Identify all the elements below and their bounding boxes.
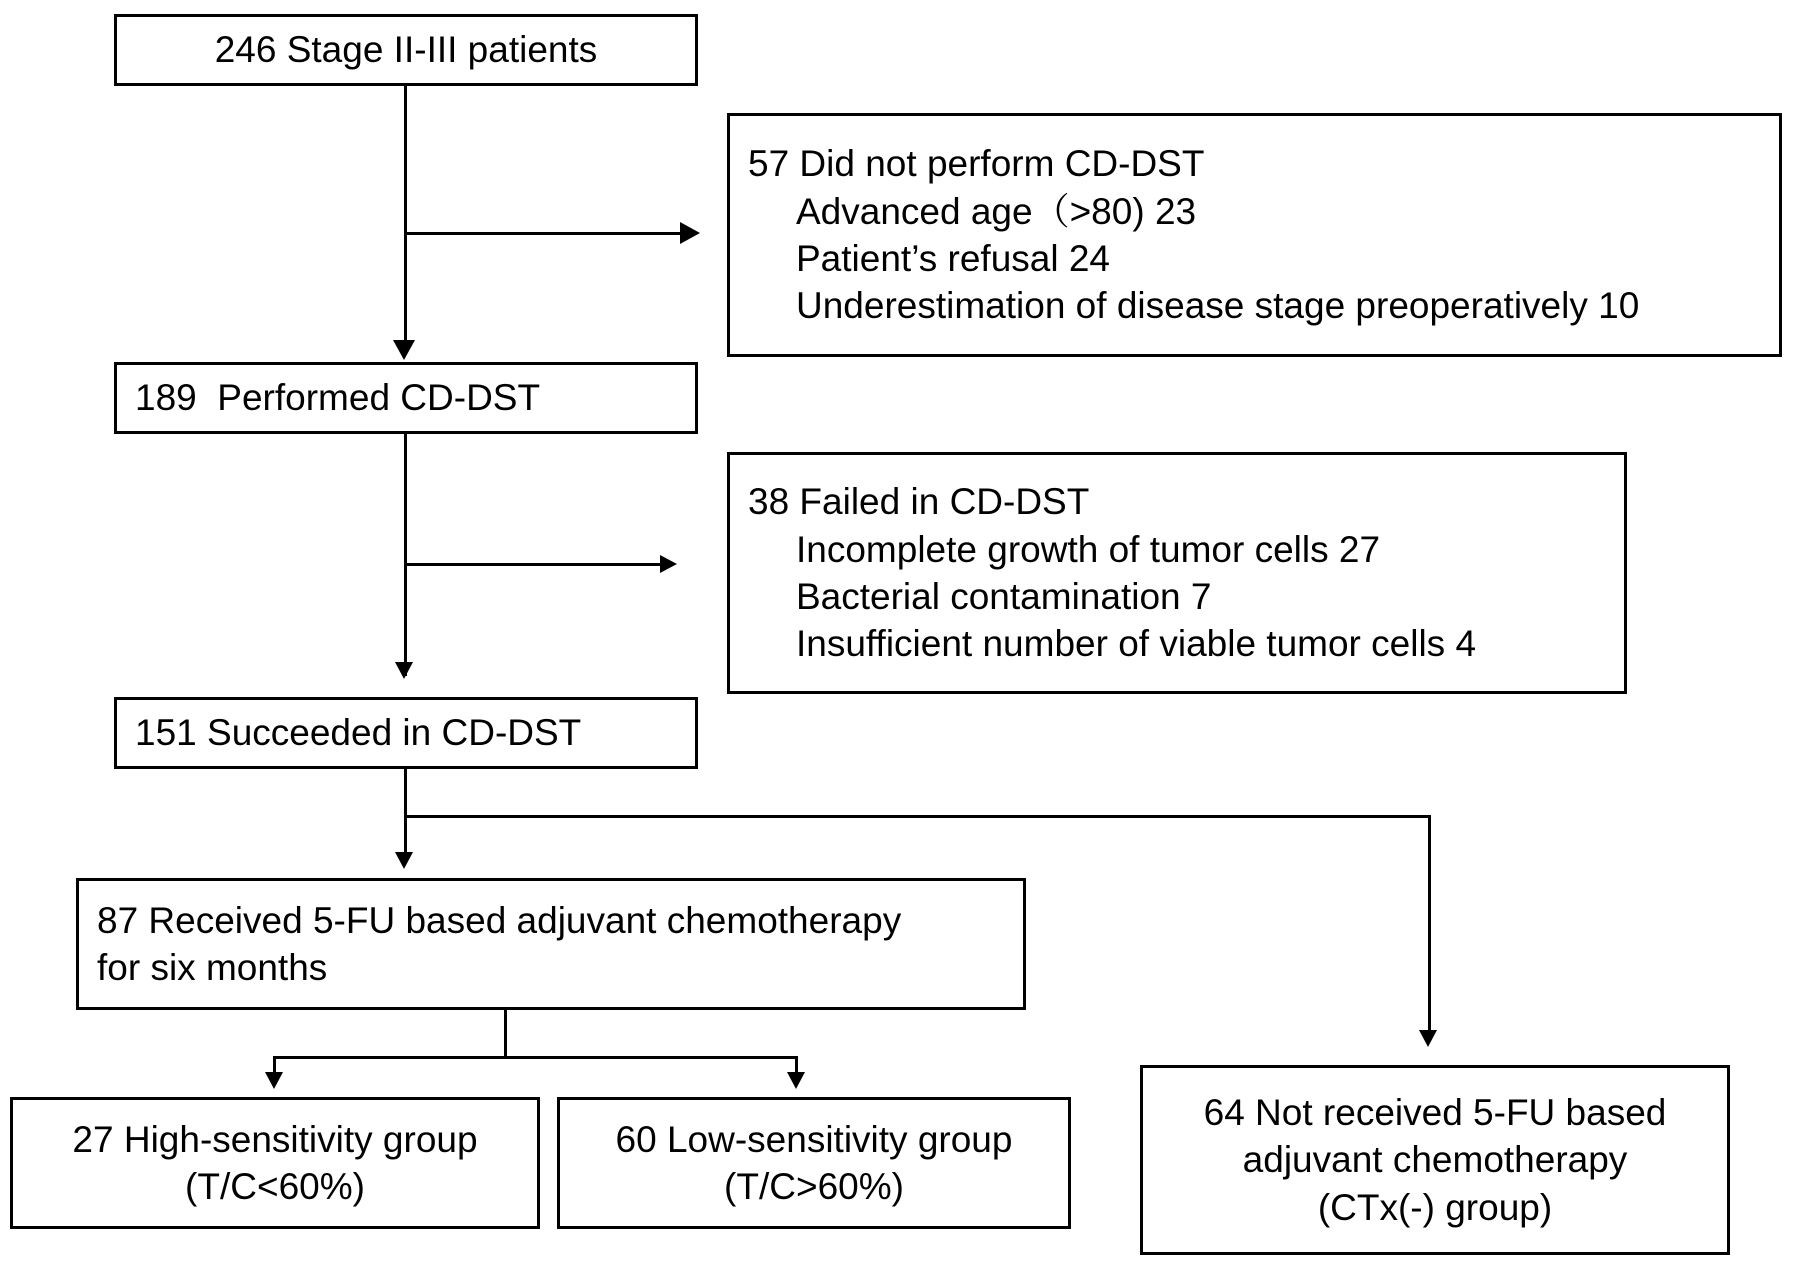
node-performed [114,362,698,434]
node-succeeded [114,697,698,769]
node-high-sensitivity [10,1097,540,1229]
node-low-sensitivity-line1: 60 Low-sensitivity group [615,1118,1013,1160]
connector-received-bus [273,1056,798,1059]
node-not-performed-item-1: Advanced age（>80) 23 [796,190,1197,232]
connector-total-to-performed [404,86,407,342]
arrow-bus-to-not-received [1419,1030,1437,1047]
arrow-performed-to-succeeded [395,662,413,679]
connector-to-failed [404,563,664,566]
node-performed-label: 189 Performed CD-DST [135,377,541,419]
node-received-chemo [76,878,1026,1010]
connector-succeeded-bus [404,815,1431,818]
node-failed-item-3: Insufficient number of viable tumor cells 4 [796,623,1477,665]
node-total-patients [114,14,698,86]
node-not-received-chemo-line1: 64 Not received 5-FU based [1203,1091,1667,1133]
arrow-to-failed [660,555,677,573]
node-failed-item-2: Bacterial contamination 7 [796,576,1212,617]
node-not-received-chemo-line3: (CTx(-) group) [1317,1186,1553,1228]
connector-bus-to-not-received [1428,815,1431,1033]
node-total-patients-label: 246 Stage II-III patients [214,29,598,71]
arrow-bus-to-received [395,852,413,869]
node-not-received-chemo-line2: adjuvant chemotherapy [1242,1139,1628,1181]
node-high-sensitivity-line2: (T/C<60%) [185,1166,365,1207]
node-low-sensitivity-line2: (T/C>60%) [724,1166,904,1207]
node-not-performed [727,113,1782,357]
arrow-bus-to-high [265,1072,283,1089]
node-not-performed-heading: 57 Did not perform CD-DST [748,143,1205,185]
connector-to-not-performed [404,232,684,235]
connector-bus-to-received [404,815,407,857]
node-failed-heading: 38 Failed in CD-DST [748,481,1090,523]
connector-received-stem [504,1010,507,1058]
arrow-bus-to-low [787,1072,805,1089]
node-high-sensitivity-line1: 27 High-sensitivity group [72,1118,478,1160]
connector-succeeded-stem [404,769,407,817]
arrow-to-not-performed [680,222,700,244]
node-received-chemo-line1: 87 Received 5-FU based adjuvant chemotherapy [97,899,902,941]
node-not-performed-item-2: Patient’s refusal 24 [796,238,1111,279]
node-succeeded-label: 151 Succeeded in CD-DST [135,712,582,754]
node-failed [727,452,1627,694]
node-received-chemo-line2: for six months [97,947,328,988]
node-not-performed-item-3: Underestimation of disease stage preoperatively 10 [796,285,1640,327]
node-low-sensitivity [557,1097,1071,1229]
connector-performed-to-succeeded [404,434,407,676]
node-failed-item-1: Incomplete growth of tumor cells 27 [796,528,1381,570]
node-not-received-chemo [1140,1065,1730,1255]
arrow-total-to-performed [393,340,415,360]
